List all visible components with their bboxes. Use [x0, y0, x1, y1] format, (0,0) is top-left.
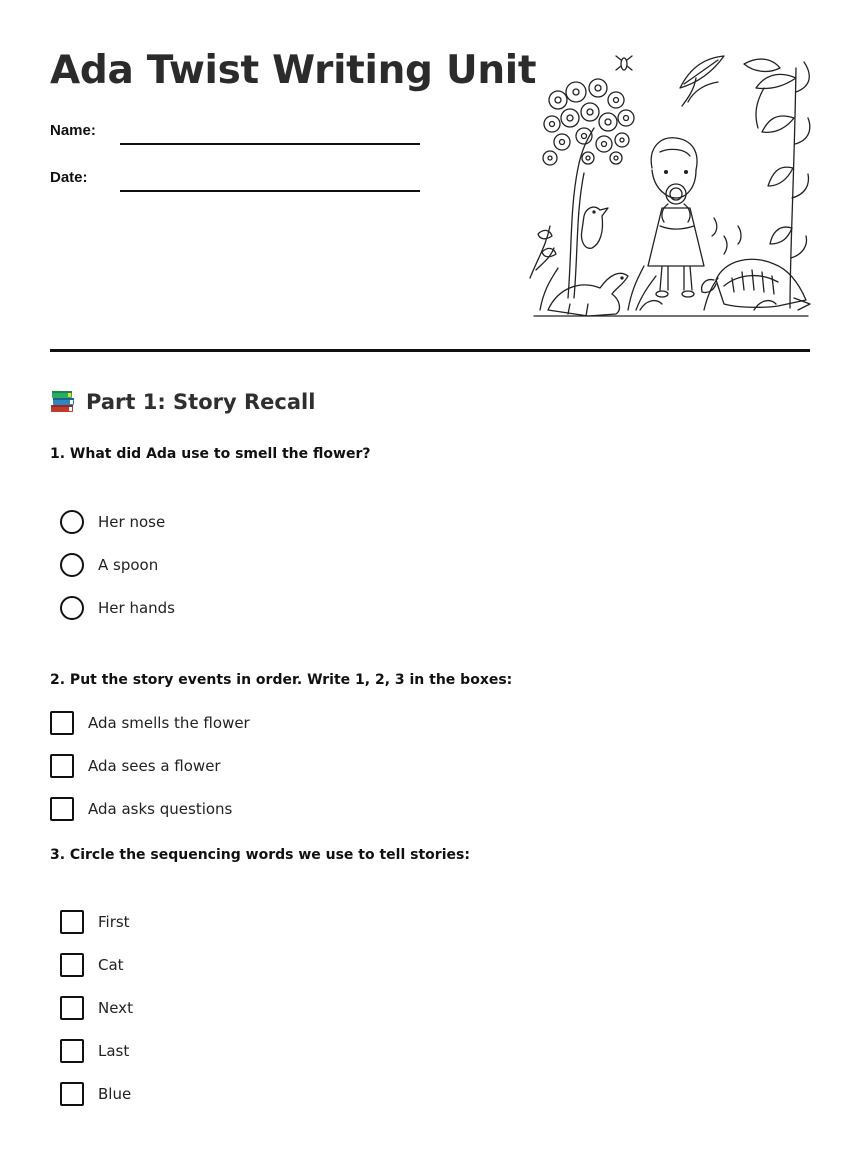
option-label: Next [98, 999, 133, 1017]
header-divider [50, 349, 810, 352]
question-3: 3. Circle the sequencing words we use to tell stories: [50, 847, 470, 863]
option-label: Ada smells the flower [88, 714, 250, 732]
q2-option-smells-flower[interactable] [50, 711, 250, 735]
q1-option-a-spoon[interactable] [60, 553, 158, 577]
checkbox[interactable] [60, 1039, 84, 1063]
books-icon [50, 389, 76, 415]
order-box[interactable] [50, 754, 74, 778]
option-label: Her nose [98, 513, 166, 531]
order-box[interactable] [50, 711, 74, 735]
question-1: 1. What did Ada use to smell the flower? [50, 446, 371, 462]
q1-option-her-hands[interactable] [60, 596, 175, 620]
option-label: Cat [98, 956, 124, 974]
option-label: Her hands [98, 599, 175, 617]
date-field[interactable] [120, 190, 420, 192]
part1-heading [50, 389, 315, 415]
q3-option-last[interactable] [60, 1039, 129, 1063]
q3-option-next[interactable] [60, 996, 133, 1020]
checkbox[interactable] [60, 1082, 84, 1106]
option-label: Last [98, 1042, 130, 1060]
page-title: Ada Twist Writing Unit [50, 48, 537, 93]
name-field[interactable] [120, 143, 420, 145]
question-2: 2. Put the story events in order. Write 1, 2, 3 in the boxes: [50, 672, 513, 688]
option-label: First [98, 913, 130, 931]
garden-illustration [528, 48, 812, 320]
q2-option-sees-flower[interactable] [50, 754, 221, 778]
radio-button[interactable] [60, 596, 84, 620]
q1-option-her-nose[interactable] [60, 510, 165, 534]
checkbox[interactable] [60, 996, 84, 1020]
radio-button[interactable] [60, 510, 84, 534]
option-label: Blue [98, 1085, 132, 1103]
order-box[interactable] [50, 797, 74, 821]
date-label: Date: [50, 169, 88, 186]
q3-option-blue[interactable] [60, 1082, 131, 1106]
q2-option-asks-questions[interactable] [50, 797, 232, 821]
q3-option-cat[interactable] [60, 953, 124, 977]
part1-heading-text: Part 1: Story Recall [86, 390, 316, 414]
q3-option-first[interactable] [60, 910, 130, 934]
option-label: A spoon [98, 556, 159, 574]
option-label: Ada sees a flower [88, 757, 221, 775]
name-label: Name: [50, 122, 96, 139]
checkbox[interactable] [60, 953, 84, 977]
checkbox[interactable] [60, 910, 84, 934]
option-label: Ada asks questions [88, 800, 233, 818]
radio-button[interactable] [60, 553, 84, 577]
